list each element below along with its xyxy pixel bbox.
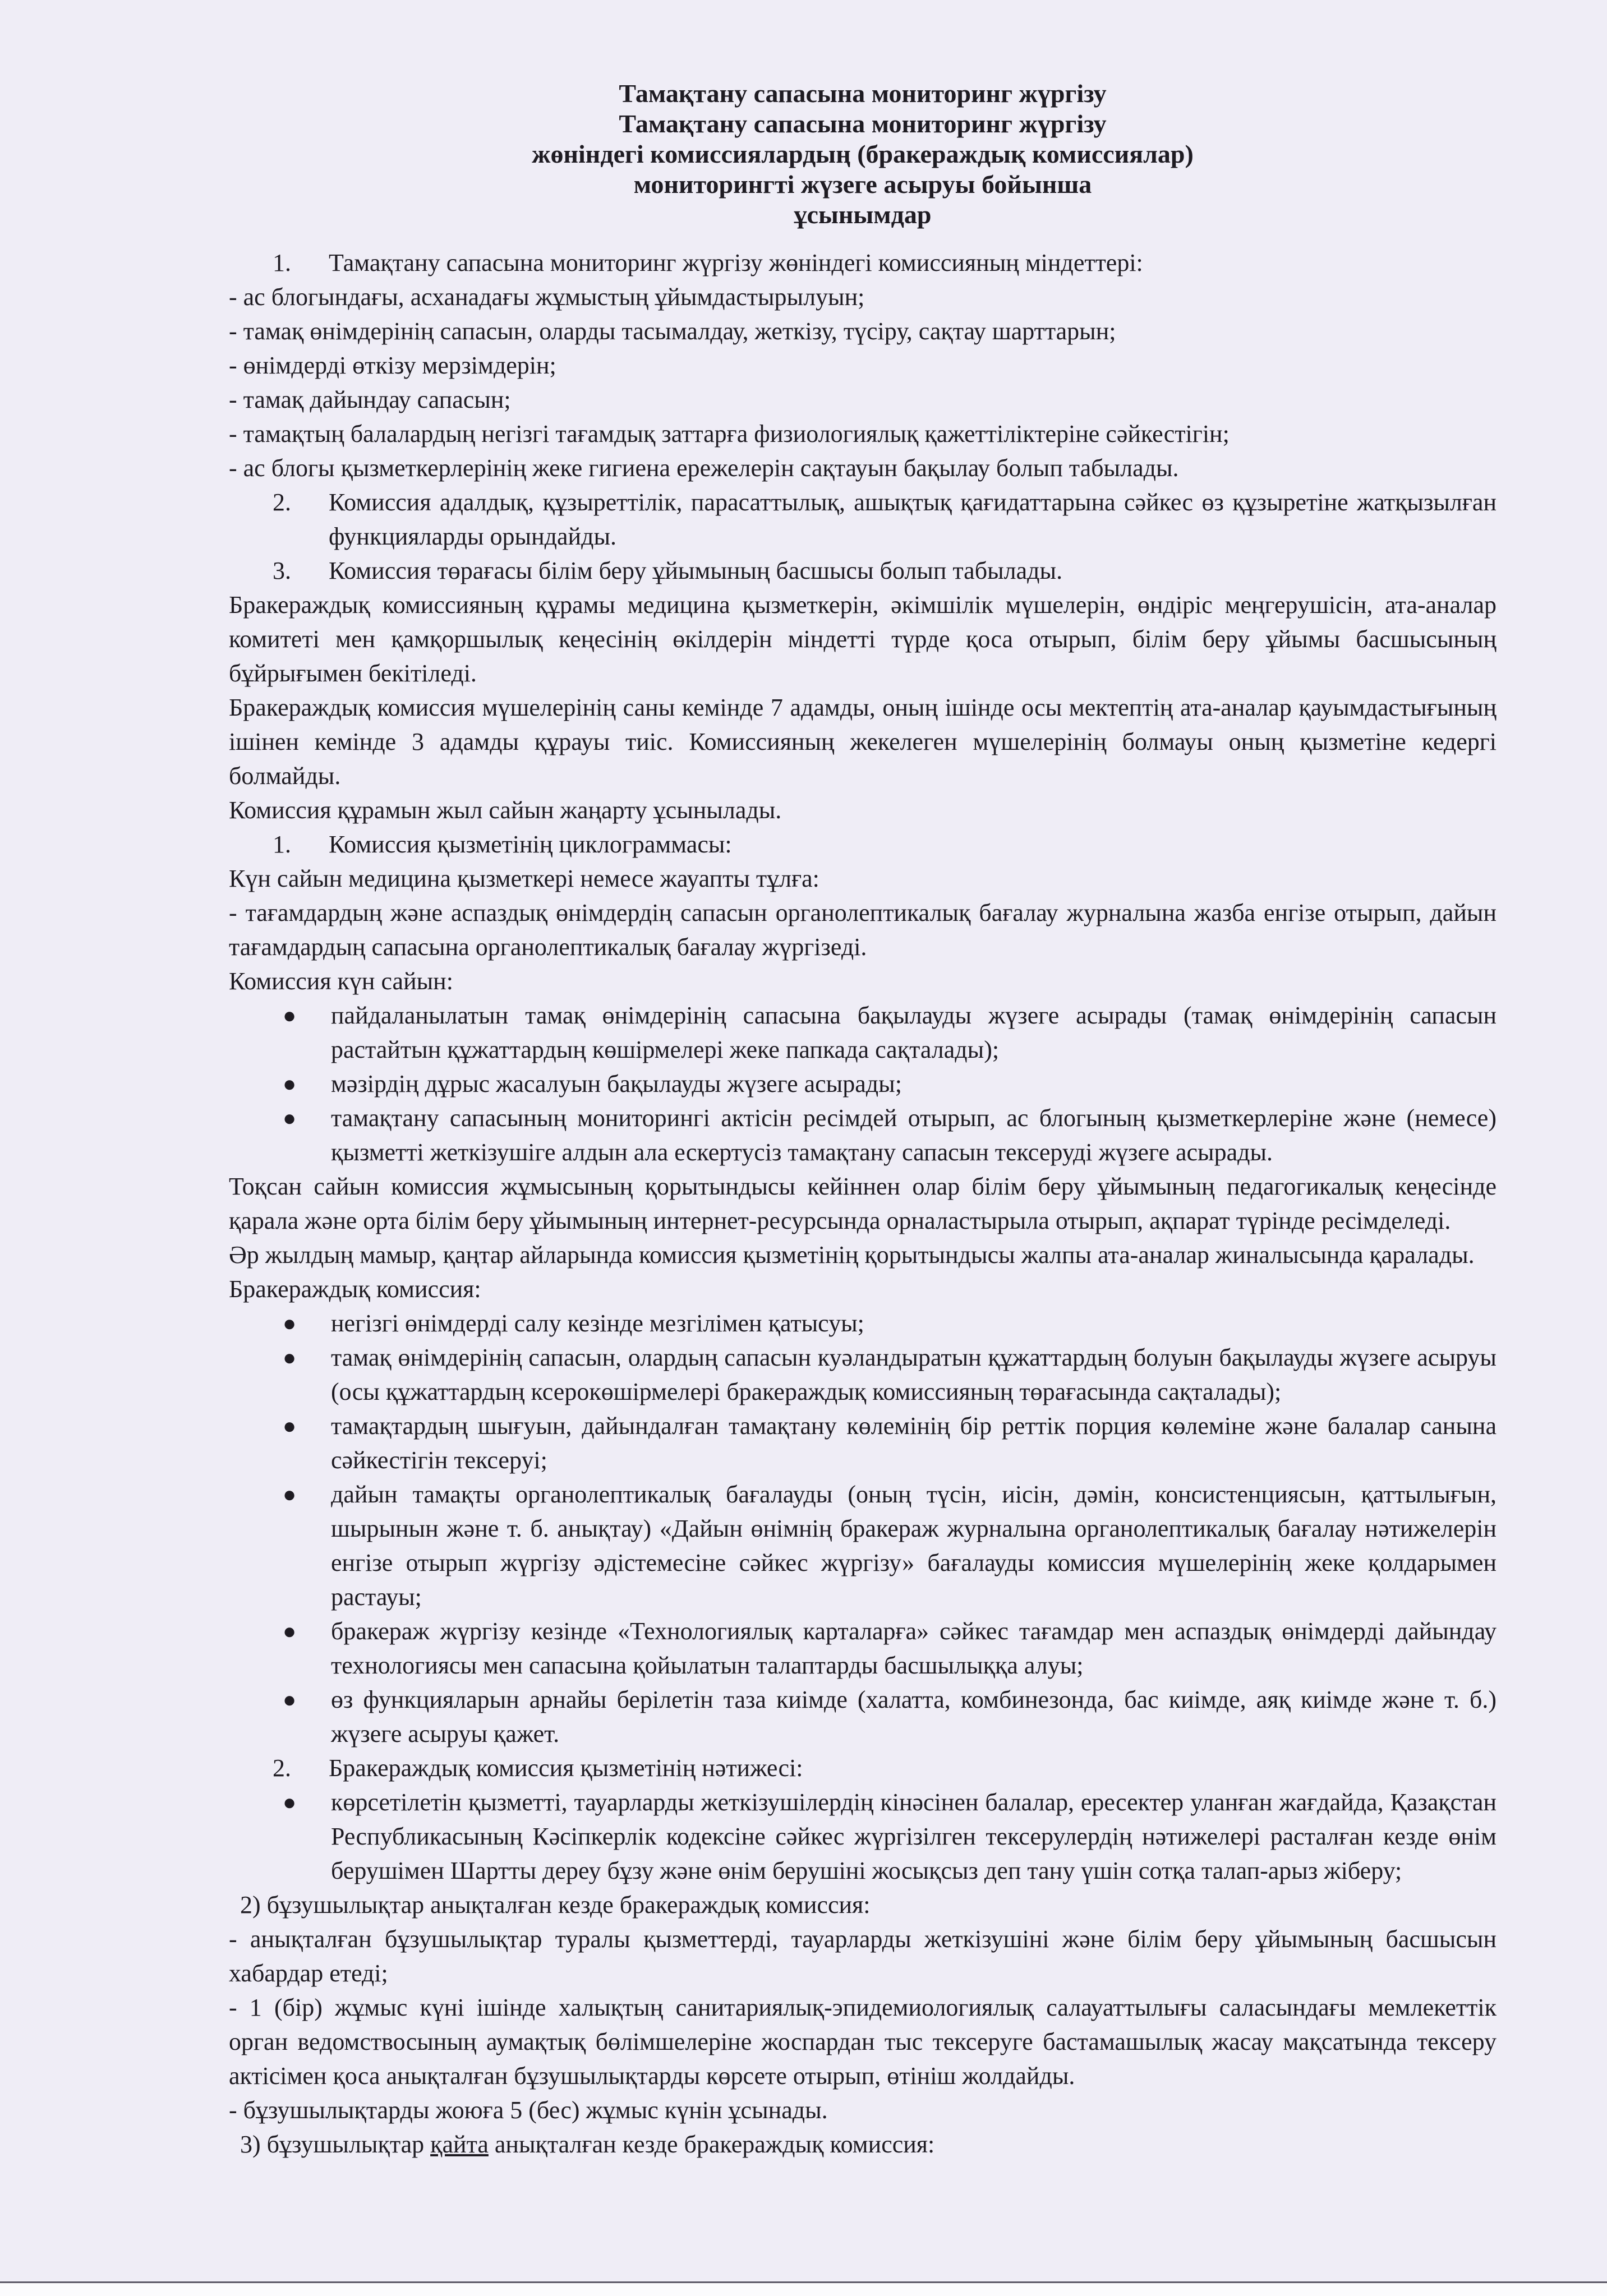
- bullet-icon: ●: [283, 1413, 297, 1439]
- duty-item: - тамақтың балалардың негізгі тағамдық заттарға физиологиялық қажеттіліктеріне сәйкестігін;: [229, 420, 1230, 448]
- bullet-item: [229, 998, 1497, 1067]
- document-title: [229, 79, 1497, 230]
- bullet-item: [229, 1306, 1497, 1340]
- section-1-heading: [229, 246, 1497, 280]
- bullet-item: [229, 1614, 1497, 1682]
- section-3: [229, 554, 1497, 588]
- bullet-item: [229, 1340, 1497, 1409]
- bullet-text: негізгі өнімдерді салу кезінде мезгілімен қатысуы;: [331, 1310, 864, 1337]
- duty-item: - ас блогындағы, асханадағы жұмыстың ұйымдастырылуын;: [229, 283, 865, 311]
- list-text: Бракераждық комиссия қызметінің нәтижесі:: [329, 1754, 803, 1782]
- bullet-item: [229, 1067, 1497, 1101]
- list-text: Комиссия қызметінің циклограммасы:: [329, 831, 732, 858]
- title-line: мониторингті жүзеге асыруы бойынша: [633, 170, 1092, 199]
- bullet-text: тамақ өнімдерінің сапасын, олардың сапасын куәландыратын құжаттардың болуын бақылауды жүзеге асыруы (осы құжаттардың ксерокөшірмелері бракераждық комиссияның төрағасында сақталады);: [331, 1344, 1497, 1405]
- bullet-icon: ●: [283, 1071, 297, 1096]
- brakerazh-heading: Бракераждық комиссия:: [229, 1275, 481, 1303]
- list-text: Комиссия төрағасы білім беру ұйымының басшысы болып табылады.: [329, 557, 1063, 584]
- bullet-icon: ●: [283, 1105, 297, 1131]
- paragraph-composition: Бракераждық комиссияның құрамы медицина қызметкерін, әкімшілік мүшелерін, өндіріс меңгерушісін, ата-аналар комитеті мен қамқоршылық кеңесінің өкілдерін міндетті түрде қоса отырып, білім беру ұйымы басшысының бұйрығымен бекітіледі.: [229, 591, 1497, 687]
- title-line: жөніндегі комиссиялардың (бракераждық комиссиялар): [532, 140, 1194, 168]
- list-text: Комиссия адалдық, құзыреттілік, парасаттылық, ашықтық қағидаттарына сәйкес өз құзыретіне жатқызылған функцияларды орындайды.: [329, 488, 1497, 550]
- section-2: [229, 485, 1497, 554]
- bullet-icon: ●: [283, 1790, 297, 1815]
- heading-prefix: 3) бұзушылықтар: [240, 2131, 431, 2158]
- repeat-violations-heading: [229, 2127, 1497, 2161]
- violations-item: - 1 (бір) жұмыс күні ішінде халықтың санитариялық-эпидемиологиялық салауаттылығы саласындағы мемлекеттік орган ведомствосының аумақтық бөлімшелеріне жоспардан тыс тексеруге бастамашылық жасау мақсатында тексеру актісімен қоса анықталған бұзушылықтарды көрсете отырып, өтініш жолдайды.: [229, 1994, 1497, 2090]
- daily-commission-heading: Комиссия күн сайын:: [229, 967, 453, 995]
- bullet-text: бракераж жүргізу кезінде «Технологиялық карталарға» сәйкес тағамдар мен аспаздық өнімдерді дайындау технологиясы мен сапасына қойылатын талаптарды басшылыққа алуы;: [331, 1617, 1497, 1679]
- bullet-text: тамақтану сапасының мониторингі актісін ресімдей отырып, ас блогының қызметкерлеріне және (немесе) қызметті жеткізушіге алдын ала ескертусіз тамақтану сапасын тексеруді жүзеге асырады.: [331, 1104, 1497, 1166]
- paragraph-yearly: Әр жылдың мамыр, қаңтар айларында комиссия қызметінің қорытындысы жалпы ата-аналар жиналысында қаралады.: [229, 1241, 1475, 1269]
- list-number: 3.: [273, 557, 291, 584]
- document-body: [229, 79, 1497, 2161]
- list-text: Тамақтану сапасына мониторинг жүргізу жөніндегі комиссияның міндеттері:: [329, 249, 1143, 276]
- list-number: 1.: [273, 249, 291, 276]
- list-number: 1.: [273, 831, 291, 858]
- violations-heading: 2) бұзушылықтар анықталған кезде бракераждық комиссия:: [240, 1891, 871, 1919]
- daily-medic-text: - тағамдардың және аспаздық өнімдердің сапасын органолептикалық бағалау журналына жазба енгізе отырып, дайын тағамдардың сапасына органолептикалық бағалау жүргізеді.: [229, 899, 1497, 961]
- paragraph-members: Бракераждық комиссия мүшелерінің саны кемінде 7 адамды, оның ішінде осы мектептің ата-аналар қауымдастығының ішінен кемінде 3 адамды құрауы тиіс. Комиссияның жекелеген мүшелерінің болмауы оның қызметіне кедергі болмайды.: [229, 694, 1497, 790]
- list-number: 2.: [273, 488, 291, 516]
- violations-item: - бұзушылықтарды жоюға 5 (бес) жұмыс күнін ұсынады.: [229, 2096, 828, 2124]
- violations-item: - анықталған бұзушылықтар туралы қызметтерді, тауарларды жеткізушіні және білім беру ұйымының басшысын хабардар етеді;: [229, 1925, 1497, 1987]
- title-line: Тамақтану сапасына мониторинг жүргізу: [619, 109, 1107, 138]
- bullet-icon: ●: [283, 1482, 297, 1507]
- list-number: 2.: [273, 1754, 291, 1782]
- bullet-text: тамақтардың шығуын, дайындалған тамақтану көлемінің бір реттік порция көлеміне және балалар санына сәйкестігін тексеруі;: [331, 1412, 1497, 1474]
- title-line: Тамақтану сапасына мониторинг жүргізу: [619, 79, 1107, 108]
- bullet-item: [229, 1785, 1497, 1888]
- bullet-icon: ●: [283, 1619, 297, 1644]
- cyclogram-heading: [229, 827, 1497, 861]
- duty-item: - ас блогы қызметкерлерінің жеке гигиена ережелерін сақтауын бақылау болып табылады.: [229, 454, 1179, 482]
- duty-item: - тамақ өнімдерінің сапасын, оларды тасымалдау, жеткізу, түсіру, сақтау шарттарын;: [229, 317, 1116, 345]
- heading-suffix: анықталған кезде бракераждық комиссия:: [488, 2131, 935, 2158]
- bullet-text: көрсетілетін қызметті, тауарларды жеткізушілердің кінәсінен балалар, ересектер уланған жағдайда, Қазақстан Республикасының Кәсіпкерлік кодексіне сәйкес жүргізілген тексерулердің нәтижелері расталған кезде өнім берушімен Шартты дереу бұзу және өнім берушіні жосықсыз деп тану үшін сотқа талап-арыз жіберу;: [331, 1788, 1497, 1884]
- bullet-text: мәзірдің дұрыс жасалуын бақылауды жүзеге асырады;: [331, 1070, 902, 1098]
- bullet-text: дайын тамақты органолептикалық бағалауды (оның түсін, иісін, дәмін, консистенциясын, қаттылығын, шырынын және т. б. анықтау) «Дайын өнімнің бракераж журналына органолептикалық бағалау нәтижелерін енгізе отырып жүргізу әдістемесіне сәйкес жүргізу» бағалауды комиссия мүшелерінің жеке қолдарымен растауы;: [331, 1481, 1497, 1611]
- duty-item: - өнімдерді өткізу мерзімдерін;: [229, 352, 556, 379]
- bullet-icon: ●: [283, 1345, 297, 1370]
- bullet-icon: ●: [283, 1311, 297, 1336]
- underlined-word: қайта: [430, 2131, 489, 2158]
- bullet-item: [229, 1682, 1497, 1751]
- bullet-text: пайдаланылатын тамақ өнімдерінің сапасына бақылауды жүзеге асырады (тамақ өнімдерінің сапасын растайтын құжаттардың көшірмелері жеке папкада сақталады);: [331, 1002, 1497, 1063]
- daily-medic-heading: Күн сайын медицина қызметкері немесе жауапты тұлға:: [229, 865, 819, 892]
- bullet-item: [229, 1409, 1497, 1477]
- bullet-text: өз функцияларын арнайы берілетін таза киімде (халатта, комбинезонда, бас киімде, аяқ киімде және т. б.) жүзеге асыруы қажет.: [331, 1686, 1497, 1748]
- paragraph-quarterly: Тоқсан сайын комиссия жұмысының қорытындысы кейіннен олар білім беру ұйымының педагогикалық кеңесінде қарала және орта білім беру ұйымының интернет-ресурсында орналастырыла отырып, ақпарат түрінде ресімделеді.: [229, 1173, 1497, 1234]
- bullet-item: [229, 1101, 1497, 1169]
- bullet-icon: ●: [283, 1003, 297, 1028]
- paragraph-update: Комиссия құрамын жыл сайын жаңарту ұсынылады.: [229, 796, 782, 824]
- bullet-item: [229, 1477, 1497, 1614]
- duty-item: - тамақ дайындау сапасын;: [229, 386, 511, 413]
- title-line: ұсынымдар: [794, 200, 932, 229]
- bullet-icon: ●: [283, 1687, 297, 1712]
- results-heading: [229, 1751, 1497, 1785]
